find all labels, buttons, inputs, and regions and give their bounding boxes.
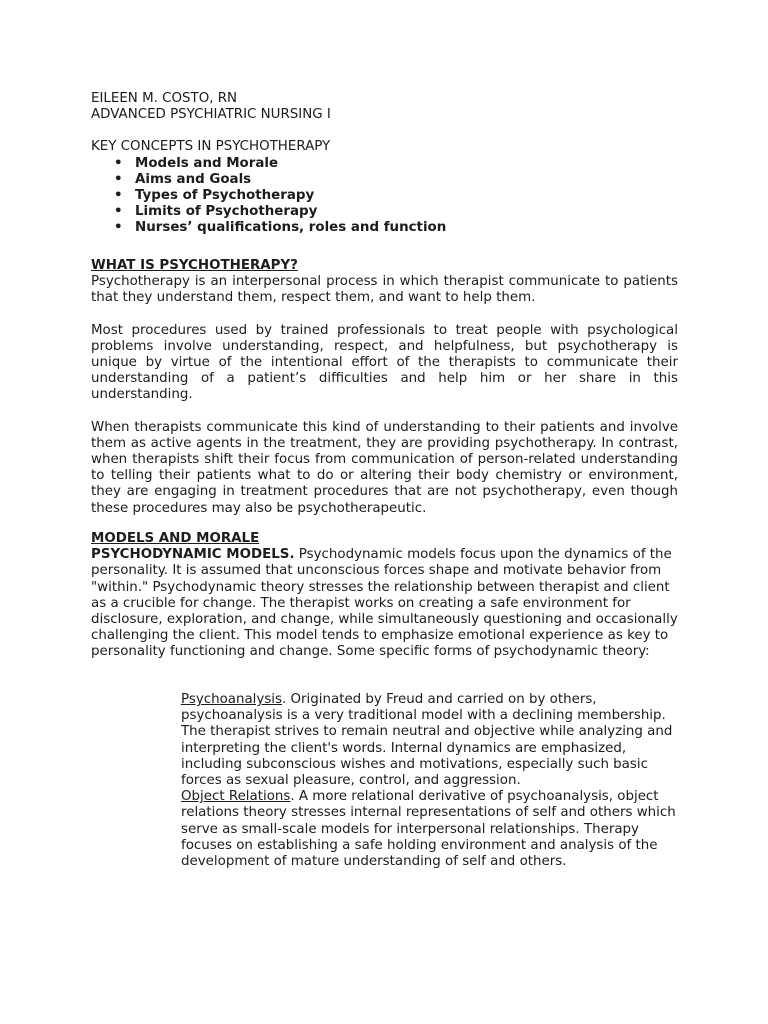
form-term: Psychoanalysis	[181, 692, 282, 707]
list-item: • Types of Psychotherapy	[114, 188, 315, 204]
author-line: EILEEN M. COSTO, RN	[91, 91, 238, 106]
bullet-icon: •	[114, 220, 123, 236]
key-concepts-list	[91, 156, 678, 237]
document-header	[91, 91, 678, 237]
bullet-icon: •	[114, 171, 123, 187]
paragraph: When therapists communicate this kind of understanding to their patients and involve them as active agents in the treatment, they are providing psychotherapy. In contrast, when therapists shift their focus from communication of person-related understanding to telling their patients what to do or altering their body chemistry or environment, they are engaging in treatment procedures that are not psychotherapy, even though these procedures may also be psychotherapeutic.	[91, 419, 678, 516]
bullet-icon: •	[114, 188, 123, 204]
paragraph	[91, 547, 678, 660]
form-text: . Originated by Freud and carried on by others, psychoanalysis is a very traditional model with a declining membership. The therapist strives to remain neutral and objective while analyzing and interpreting the client's words. Internal dynamics are emphasized, including subconscious wishes and motivations, especially such basic forces as sexual pleasure, control, and aggression.	[181, 692, 673, 789]
form-term: Object Relations	[181, 789, 291, 805]
paragraph: Psychotherapy is an interpersonal process in which therapist communicate to patients that they understand them, respect them, and want to help them.	[91, 274, 678, 306]
lead-term: PSYCHODYNAMIC MODELS.	[91, 547, 295, 563]
section-heading: MODELS AND MORALE	[91, 531, 260, 546]
section-heading: WHAT IS PSYCHOTHERAPY?	[91, 258, 298, 273]
form-text: . A more relational derivative of psychoanalysis, object relations theory stresses internal representations of self and others which serve as small-scale models for interpersonal relationships. Therapy focuses on establishing a safe holding environment and analysis of the development of mature understanding of self and others.	[181, 789, 676, 870]
list-item: • Models and Morale	[114, 155, 279, 171]
paragraph: Most procedures used by trained professionals to treat people with psychological problems involve understanding, respect, and helpfulness, but psychotherapy is unique by virtue of the intentional effort of the therapists to communicate their understanding of a patient’s difficulties and help him or her share in this understanding.	[91, 322, 678, 403]
list-item: • Limits of Psychotherapy	[114, 204, 318, 220]
what-is-section	[91, 258, 678, 517]
lead-text: Psychodynamic models focus upon the dynamics of the personality. It is assumed that unconscious forces shape and motivate behavior from "within." Psychodynamic theory stresses the relationship between therapist and client as a crucible for change. The therapist works on creating a safe environment for disclosure, exploration, and change, while simultaneously questioning and occasionally challenging the client. This model tends to emphasize emotional experience as key to personality functioning and change. Some specific forms of psychodynamic theory:	[91, 547, 678, 660]
bullet-icon: •	[114, 204, 123, 220]
models-section	[91, 531, 678, 661]
list-item: • Aims and Goals	[114, 171, 252, 187]
course-line: ADVANCED PSYCHIATRIC NURSING I	[91, 107, 331, 123]
psychodynamic-forms	[181, 692, 678, 870]
key-concepts-heading: KEY CONCEPTS IN PSYCHOTHERAPY	[91, 139, 331, 155]
form-item	[181, 789, 678, 870]
list-item: • Nurses’ qualifications, roles and function	[114, 220, 447, 236]
form-item	[181, 692, 678, 789]
bullet-icon: •	[114, 155, 123, 171]
